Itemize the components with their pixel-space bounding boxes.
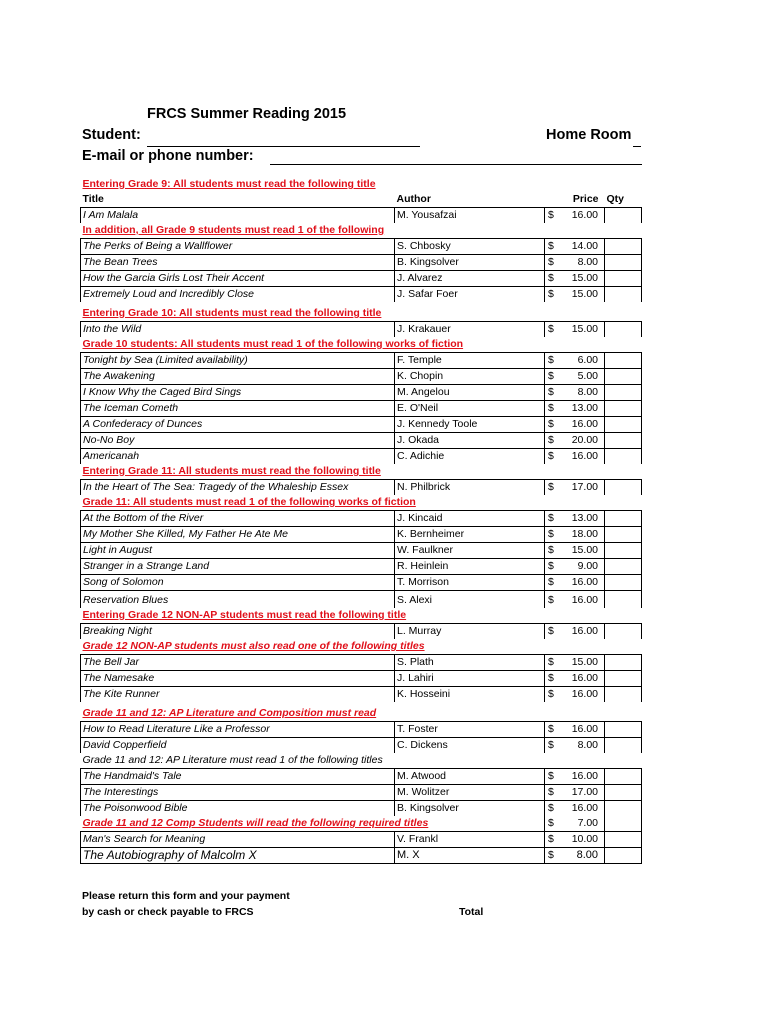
qty-input[interactable] [605,239,642,255]
section-heading-row [81,495,642,511]
book-author: S. Chbosky [395,239,545,255]
book-row [81,401,642,417]
book-author: K. Hosseini [395,687,545,703]
book-author: S. Alexi [395,591,545,609]
book-title: Reservation Blues [81,591,395,609]
total-label: Total [459,906,484,918]
currency-symbol: $ [545,722,560,738]
book-row [81,848,642,864]
book-title: The Bean Trees [81,255,395,271]
book-author: J. Lahiri [395,671,545,687]
homeroom-field[interactable] [633,146,641,147]
book-row [81,527,642,543]
qty-input[interactable] [605,322,642,338]
book-price: 7.00 [560,816,605,832]
book-row [81,322,642,338]
book-price: 9.00 [560,559,605,575]
book-price: 10.00 [560,832,605,848]
book-author: J. Alvarez [395,271,545,287]
column-header-price: Price [572,193,599,205]
section-heading: Entering Grade 12 NON-AP students must read the following title [82,609,407,621]
qty-input[interactable] [605,417,642,433]
book-author: M. Yousafzai [395,208,545,224]
qty-input[interactable] [605,527,642,543]
student-label: Student: [82,127,141,143]
book-author: C. Dickens [395,738,545,754]
book-row [81,575,642,591]
book-row [81,255,642,271]
section-heading: Grade 11 and 12 Comp Students will read the following required titles [82,817,429,829]
heading-filler [545,177,642,192]
qty-input[interactable] [605,816,642,832]
heading-filler [545,223,642,239]
book-price: 16.00 [560,624,605,640]
book-title: Americanah [81,449,395,465]
book-title: The Kite Runner [81,687,395,703]
book-price: 18.00 [560,527,605,543]
qty-input[interactable] [605,480,642,496]
book-row [81,417,642,433]
heading-filler [545,306,642,322]
currency-symbol: $ [545,575,560,591]
currency-symbol: $ [545,559,560,575]
book-order-table [80,177,642,864]
section-heading-row [81,639,642,655]
book-title: Into the Wild [81,322,395,338]
book-price: 16.00 [560,575,605,591]
currency-symbol: $ [545,816,560,832]
book-title: The Namesake [81,671,395,687]
section-heading-row [81,816,642,832]
qty-input[interactable] [605,511,642,527]
book-price: 16.00 [560,801,605,817]
qty-input[interactable] [605,575,642,591]
section-heading-row [81,706,642,722]
book-price: 6.00 [560,353,605,369]
book-row [81,722,642,738]
book-title: In the Heart of The Sea: Tragedy of the Whaleship Essex [81,480,395,496]
book-row [81,271,642,287]
book-price: 8.00 [560,255,605,271]
qty-input[interactable] [605,671,642,687]
book-title: The Autobiography of Malcolm X [81,848,395,864]
qty-input[interactable] [605,401,642,417]
book-row [81,591,642,609]
book-price: 15.00 [560,655,605,671]
book-row [81,624,642,640]
section-heading: In addition, all Grade 9 students must read 1 of the following [82,224,385,236]
section-heading-row [81,223,642,239]
qty-input[interactable] [605,385,642,401]
book-price: 14.00 [560,239,605,255]
book-row [81,543,642,559]
section-heading-row [81,464,642,480]
heading-filler [545,706,642,722]
qty-input[interactable] [605,255,642,271]
book-title: My Mother She Killed, My Father He Ate Me [81,527,395,543]
currency-symbol: $ [545,353,560,369]
qty-input[interactable] [605,769,642,785]
heading-filler [545,753,642,769]
column-header-row [81,192,642,208]
table-bottom-border [81,864,642,865]
section-heading: Grade 10 students: All students must read 1 of the following works of fiction [82,338,464,350]
qty-input[interactable] [605,785,642,801]
book-price: 16.00 [560,687,605,703]
qty-input[interactable] [605,369,642,385]
book-author: N. Philbrick [395,480,545,496]
section-heading-row [81,337,642,353]
book-title: The Iceman Cometh [81,401,395,417]
book-row [81,239,642,255]
contact-field[interactable] [270,164,642,165]
book-row [81,511,642,527]
heading-filler [545,608,642,624]
qty-input[interactable] [605,271,642,287]
student-name-field[interactable] [147,146,420,147]
qty-input[interactable] [605,687,642,703]
book-title: Extremely Loud and Incredibly Close [81,287,395,303]
book-author: W. Faulkner [395,543,545,559]
book-price: 16.00 [560,449,605,465]
book-row [81,671,642,687]
section-heading: Grade 11 and 12: AP Literature must read 1 of the following titles [82,754,383,766]
qty-input[interactable] [605,543,642,559]
section-heading: Grade 11: All students must read 1 of the following works of fiction [82,496,416,508]
book-author: C. Adichie [395,449,545,465]
book-row [81,769,642,785]
column-header-title: Title [82,193,104,205]
section-heading: Entering Grade 10: All students must read the following title [82,307,382,319]
currency-symbol: $ [545,738,560,754]
book-price: 15.00 [560,287,605,303]
currency-symbol: $ [545,401,560,417]
book-row [81,433,642,449]
qty-input[interactable] [605,591,642,609]
currency-symbol: $ [545,769,560,785]
book-title: No-No Boy [81,433,395,449]
book-title: Tonight by Sea (Limited availability) [81,353,395,369]
qty-input[interactable] [605,655,642,671]
book-price: 20.00 [560,433,605,449]
book-row [81,287,642,303]
book-row [81,738,642,754]
book-author: K. Chopin [395,369,545,385]
section-heading: Entering Grade 9: All students must read the following title [82,178,376,190]
book-title: The Awakening [81,369,395,385]
qty-input[interactable] [605,848,642,864]
book-row [81,801,642,817]
page-title: FRCS Summer Reading 2015 [147,106,347,122]
qty-input[interactable] [605,353,642,369]
qty-input[interactable] [605,208,642,224]
book-row [81,832,642,848]
book-price: 16.00 [560,671,605,687]
book-title: The Perks of Being a Wallflower [81,239,395,255]
book-author: J. Kincaid [395,511,545,527]
book-row [81,385,642,401]
book-author: L. Murray [395,624,545,640]
book-author: T. Foster [395,722,545,738]
book-author: V. Frankl [395,832,545,848]
book-author: M. Angelou [395,385,545,401]
book-author: J. Kennedy Toole [395,417,545,433]
currency-symbol: $ [545,527,560,543]
book-price: 5.00 [560,369,605,385]
currency-symbol: $ [545,543,560,559]
book-price: 8.00 [560,385,605,401]
heading-filler [545,639,642,655]
qty-input[interactable] [605,801,642,817]
book-author: K. Bernheimer [395,527,545,543]
book-row [81,785,642,801]
qty-input[interactable] [605,449,642,465]
heading-filler [545,495,642,511]
currency-symbol: $ [545,322,560,338]
book-price: 16.00 [560,208,605,224]
book-title: Breaking Night [81,624,395,640]
currency-symbol: $ [545,433,560,449]
book-row [81,655,642,671]
book-title: David Copperfield [81,738,395,754]
book-author: R. Heinlein [395,559,545,575]
book-title: How to Read Literature Like a Professor [81,722,395,738]
book-price: 16.00 [560,769,605,785]
currency-symbol: $ [545,480,560,496]
book-title: The Handmaid's Tale [81,769,395,785]
book-row [81,559,642,575]
currency-symbol: $ [545,271,560,287]
book-author: B. Kingsolver [395,255,545,271]
book-author: E. O'Neil [395,401,545,417]
book-price: 8.00 [560,848,605,864]
book-price: 15.00 [560,543,605,559]
book-author: J. Okada [395,433,545,449]
book-price: 8.00 [560,738,605,754]
book-author: B. Kingsolver [395,801,545,817]
currency-symbol: $ [545,848,560,864]
heading-filler [545,464,642,480]
currency-symbol: $ [545,832,560,848]
book-title: At the Bottom of the River [81,511,395,527]
book-author: S. Plath [395,655,545,671]
section-heading-row [81,306,642,322]
book-author: J. Krakauer [395,322,545,338]
book-title: Man's Search for Meaning [81,832,395,848]
currency-symbol: $ [545,785,560,801]
currency-symbol: $ [545,208,560,224]
currency-symbol: $ [545,239,560,255]
currency-symbol: $ [545,591,560,609]
section-heading: Entering Grade 11: All students must read the following title [82,465,381,477]
book-price: 16.00 [560,591,605,609]
section-heading-row [81,177,642,192]
currency-symbol: $ [545,511,560,527]
column-header-qty: Qty [606,193,625,205]
book-author: M. Atwood [395,769,545,785]
book-author: T. Morrison [395,575,545,591]
heading-filler [545,337,642,353]
book-price: 17.00 [560,785,605,801]
currency-symbol: $ [545,655,560,671]
currency-symbol: $ [545,385,560,401]
book-title: Stranger in a Strange Land [81,559,395,575]
book-title: The Poisonwood Bible [81,801,395,817]
book-price: 16.00 [560,417,605,433]
section-heading: Grade 11 and 12: AP Literature and Composition must read [82,707,377,719]
book-row [81,687,642,703]
section-heading-row [81,753,642,769]
book-price: 13.00 [560,401,605,417]
currency-symbol: $ [545,449,560,465]
book-row [81,480,642,496]
currency-symbol: $ [545,287,560,303]
qty-input[interactable] [605,287,642,303]
book-author: M. X [395,848,545,864]
column-header-author: Author [396,193,431,205]
book-title: How the Garcia Girls Lost Their Accent [81,271,395,287]
book-price: 17.00 [560,480,605,496]
book-row [81,208,642,224]
footer-payment: by cash or check payable to FRCS [82,906,254,918]
qty-input[interactable] [605,624,642,640]
currency-symbol: $ [545,369,560,385]
book-author: J. Safar Foer [395,287,545,303]
book-title: I Know Why the Caged Bird Sings [81,385,395,401]
book-price: 16.00 [560,722,605,738]
book-price: 15.00 [560,322,605,338]
book-author: M. Wolitzer [395,785,545,801]
section-heading: Grade 12 NON-AP students must also read one of the following titles [82,640,425,652]
qty-input[interactable] [605,738,642,754]
book-price: 15.00 [560,271,605,287]
homeroom-label: Home Room [546,127,632,143]
contact-label: E-mail or phone number: [82,148,254,164]
currency-symbol: $ [545,624,560,640]
book-title: The Interestings [81,785,395,801]
book-price: 13.00 [560,511,605,527]
qty-input[interactable] [605,722,642,738]
book-title: Light in August [81,543,395,559]
currency-symbol: $ [545,687,560,703]
book-title: A Confederacy of Dunces [81,417,395,433]
section-heading-row [81,608,642,624]
qty-input[interactable] [605,433,642,449]
currency-symbol: $ [545,801,560,817]
book-row [81,369,642,385]
book-title: The Bell Jar [81,655,395,671]
qty-input[interactable] [605,559,642,575]
currency-symbol: $ [545,417,560,433]
book-title: I Am Malala [81,208,395,224]
book-row [81,449,642,465]
currency-symbol: $ [545,671,560,687]
currency-symbol: $ [545,255,560,271]
book-title: Song of Solomon [81,575,395,591]
book-row [81,353,642,369]
footer-instructions: Please return this form and your payment [82,890,290,902]
qty-input[interactable] [605,832,642,848]
book-author: F. Temple [395,353,545,369]
